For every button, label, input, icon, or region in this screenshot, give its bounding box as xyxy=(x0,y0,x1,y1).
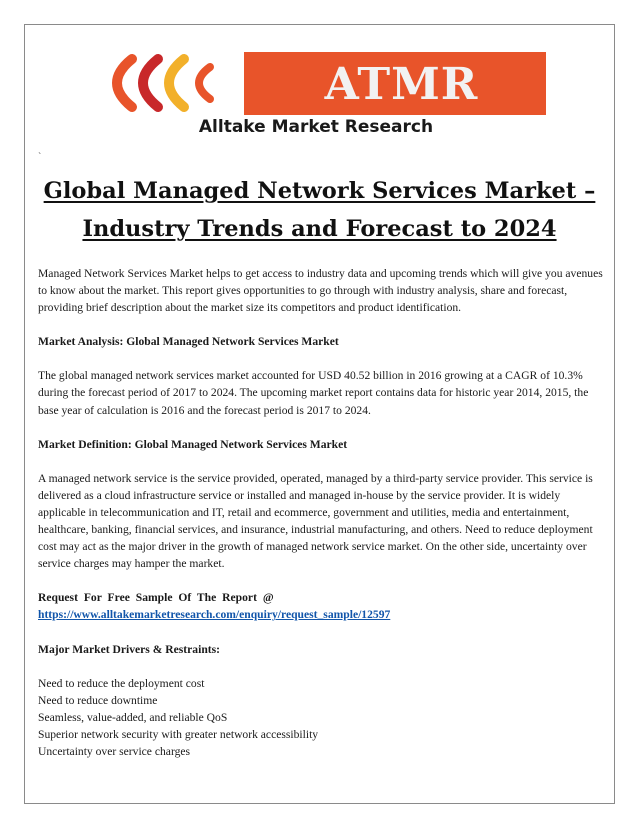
report-body xyxy=(38,265,603,760)
analysis-paragraph: The global managed network services market accounted for USD 40.52 billion in 2016 growing at a CAGR of 10.3% during the forecast period of 2017 to 2024. The upcoming market report contains data for historic year 2014, 2015, the base year of calculation is 2016 and the forecast period is 2017 to 2024. xyxy=(38,369,589,417)
list-item: Uncertainty over service charges xyxy=(38,744,191,758)
page-title: Global Managed Network Services Market – Industry Trends and Forecast to 2024 xyxy=(43,178,596,242)
request-sample-label: Request For Free Sample Of The Report @ xyxy=(38,591,274,605)
intro-paragraph: Managed Network Services Market helps to get access to industry data and upcoming trends which will give you avenues to know about the market. This report gives opportunities to go through with industry analysis, share and forecast, providing brief description about the market size its competitors and product identification. xyxy=(38,267,603,315)
atmr-logo xyxy=(74,49,554,149)
drivers-heading: Major Market Drivers & Restraints: xyxy=(38,642,221,656)
list-item: Need to reduce downtime xyxy=(38,693,158,707)
definition-paragraph: A managed network service is the service provided, operated, managed by a third-party service provider. This service is delivered as a cloud infrastructure service or installed and managed in-house by the service provider. It is widely applicable in telecommunication and IT, retail and ecommerce, government and utilities, media and entertainment, healthcare, banking, financial services, and insurance, industrial manufacturing, and others. Need to reduce deployment cost may act as the major driver in the growth of managed network service market. On the other side, uncertainty over service charges may hamper the market. xyxy=(38,471,593,571)
list-item: Superior network security with greater network accessibility xyxy=(38,727,319,741)
analysis-heading: Market Analysis: Global Managed Network Services Market xyxy=(38,335,339,349)
stray-mark: ` xyxy=(38,152,42,163)
request-sample-link[interactable]: https://www.alltakemarketresearch.com/enquiry/request_sample/12597 xyxy=(38,608,391,622)
logo-tagline: Alltake Market Research xyxy=(198,117,434,137)
logo-brand-text: ATMR xyxy=(324,59,479,110)
list-item: Need to reduce the deployment cost xyxy=(38,676,205,690)
list-item: Seamless, value-added, and reliable QoS xyxy=(38,710,228,724)
definition-heading: Market Definition: Global Managed Network Services Market xyxy=(38,437,348,451)
